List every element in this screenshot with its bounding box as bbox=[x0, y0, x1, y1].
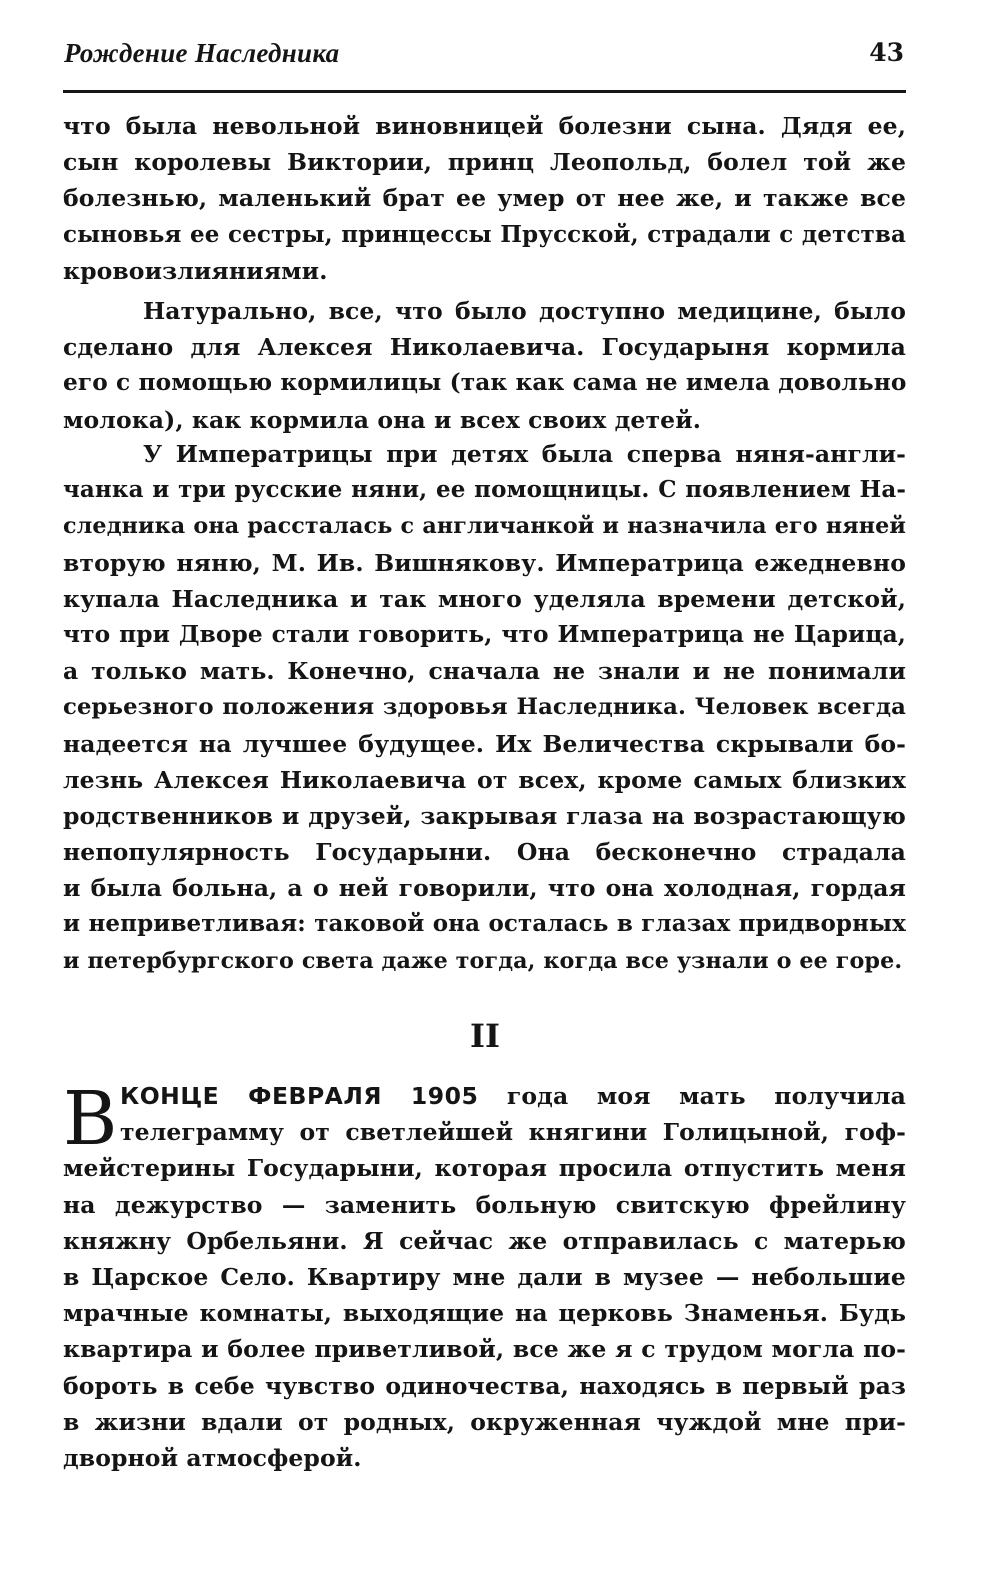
text-line: и петербургского света даже тогда, когда все узнали о ее горе. bbox=[63, 947, 903, 974]
paragraph-2 bbox=[63, 293, 906, 438]
text-line: кровоизлияниями. bbox=[63, 256, 328, 285]
running-title: Рождение Наследника bbox=[64, 38, 340, 68]
text-line: чанка и три русские няни, ее помощницы. С появлением На- bbox=[63, 476, 906, 504]
paragraph-3 bbox=[63, 436, 906, 979]
lead-in-caps: КОНЦЕ ФЕВРАЛЯ 1905 bbox=[120, 1082, 479, 1110]
text-line: следника она рассталась с англичанкой и назначила его няней bbox=[63, 513, 906, 540]
text-line: и неприветливая: таковой она осталась в глазах придворных bbox=[63, 910, 906, 938]
text-line: сын королевы Виктории, принц Леопольд, болел той же bbox=[63, 148, 906, 177]
page-number: 43 bbox=[869, 38, 904, 67]
header-rule bbox=[63, 90, 906, 93]
drop-cap: В bbox=[63, 1076, 118, 1162]
text-line: бороть в себе чувство одиночества, находясь в первый раз bbox=[63, 1371, 906, 1400]
section-opening-paragraph bbox=[63, 1078, 906, 1476]
text-line: молока), как кормила она и всех своих детей. bbox=[63, 405, 702, 434]
text-line: в Царское Село. Квартиру мне дали в музее — небольшие bbox=[63, 1262, 906, 1291]
text-line: княжну Орбельяни. Я сейчас же отправилась с матерью bbox=[63, 1226, 906, 1255]
text-line: мейстерины Государыни, которая просила отпустить меня bbox=[63, 1154, 906, 1183]
text-line: надеется на лучшее будущее. Их Величества скрывали бо- bbox=[63, 729, 906, 758]
text-line: родственников и друзей, закрывая глаза на возрастающую bbox=[63, 801, 906, 830]
text-line: телеграмму от светлейшей княгини Голицыной, гоф- bbox=[120, 1118, 906, 1147]
text-line: вторую няню, М. Ив. Вишнякову. Императрица ежедневно bbox=[63, 548, 906, 577]
text-line: У Императрицы при детях была сперва няня-англи- bbox=[143, 440, 906, 468]
text-line bbox=[63, 1078, 906, 1114]
text-line: непопулярность Государыни. Она бесконечно страдала bbox=[63, 838, 906, 867]
text-line: сделано для Алексея Николаевича. Государыня кормила bbox=[63, 333, 906, 362]
text-line: серьезного положения здоровья Наследника. Человек всегда bbox=[63, 694, 906, 721]
text-line-rest: года моя мать получила bbox=[478, 1082, 906, 1110]
text-line: Натурально, все, что было доступно медицине, было bbox=[143, 297, 906, 325]
text-line: мрачные комнаты, выходящие на церковь Знаменья. Будь bbox=[63, 1299, 906, 1328]
text-line: сыновья ее сестры, принцессы Прусской, страдали с детства bbox=[63, 220, 906, 248]
text-line: лезнь Алексея Николаевича от всех, кроме самых близких bbox=[63, 765, 906, 794]
text-line: что при Дворе стали говорить, что Императрица не Царица, bbox=[63, 620, 906, 648]
section-heading: II bbox=[470, 1017, 500, 1055]
text-line: в жизни вдали от родных, окруженная чуждой мне при- bbox=[63, 1407, 906, 1436]
text-line: что была невольной виновницей болезни сына. Дядя ее, bbox=[63, 112, 906, 140]
text-line: купала Наследника и так много уделяла времени детской, bbox=[63, 584, 906, 613]
text-line: дворной атмосферой. bbox=[63, 1443, 362, 1472]
text-line: на дежурство — заменить больную свитскую фрейлину bbox=[63, 1190, 906, 1219]
text-line: его с помощью кормилицы (так как сама не имела довольно bbox=[63, 369, 906, 397]
text-line: а только мать. Конечно, сначала не знали и не понимали bbox=[63, 657, 906, 686]
text-line: болезнью, маленький брат ее умер от нее же, и также все bbox=[63, 184, 906, 213]
text-line: и была больна, а о ней говорили, что она холодная, гордая bbox=[63, 874, 906, 903]
text-line: квартира и более приветливой, все же я с трудом могла по- bbox=[63, 1335, 906, 1364]
paragraph-1 bbox=[63, 108, 906, 289]
